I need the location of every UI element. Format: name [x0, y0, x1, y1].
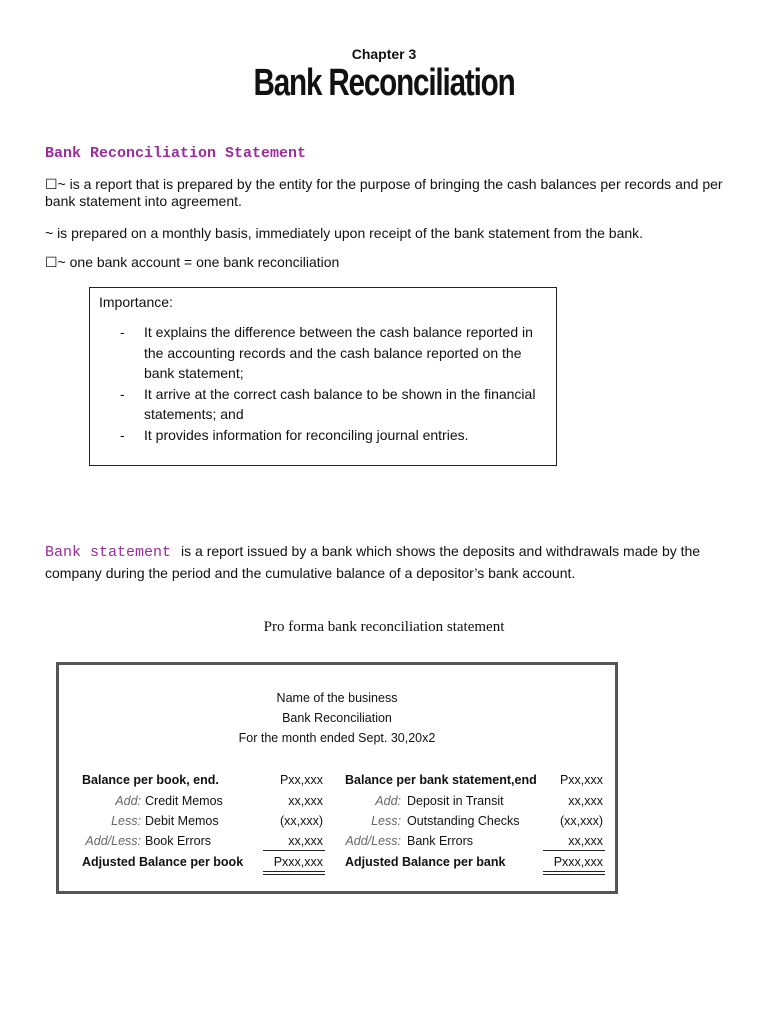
- definition-paragraph-1: ☐~ is a report that is prepared by the entity for the purpose of bringing the cash balances per records and per bank statement into agreement.: [45, 176, 723, 209]
- book-label: Adjusted Balance per book: [82, 855, 244, 869]
- importance-box: [89, 287, 557, 466]
- page-title: Bank Reconciliation: [253, 62, 515, 104]
- bank-amount: xx,xxx: [568, 794, 603, 808]
- bank-prefix: Add:: [375, 794, 401, 808]
- bank-total-rule: [543, 871, 605, 872]
- bank-label: Adjusted Balance per bank: [345, 855, 506, 869]
- book-amount: xx,xxx: [288, 834, 323, 848]
- report-period: For the month ended Sept. 30,20x2: [238, 731, 436, 745]
- bank-label: Balance per bank statement,end: [345, 773, 537, 787]
- book-label: Debit Memos: [145, 814, 219, 828]
- book-subtotal-rule: [263, 850, 325, 851]
- definition-paragraph-3: ☐~ one bank account = one bank reconciliation: [45, 254, 340, 270]
- importance-item: - It provides information for reconciling journal entries.: [120, 425, 540, 446]
- book-label: Book Errors: [145, 834, 211, 848]
- bank-prefix: Less:: [371, 814, 401, 828]
- book-prefix: Less:: [111, 814, 141, 828]
- book-total-rule: [263, 871, 325, 872]
- section-heading: Bank Reconciliation Statement: [45, 145, 307, 162]
- bank-prefix: Add/Less:: [345, 834, 401, 848]
- report-title: Bank Reconciliation: [282, 711, 392, 725]
- book-prefix: Add:: [115, 794, 141, 808]
- business-name: Name of the business: [276, 691, 398, 705]
- proforma-statement: [56, 662, 618, 894]
- bank-label: Outstanding Checks: [407, 814, 520, 828]
- book-label: Credit Memos: [145, 794, 223, 808]
- bank-amount: xx,xxx: [568, 834, 603, 848]
- bank-statement-paragraph: [45, 541, 745, 583]
- proforma-caption: Pro forma bank reconciliation statement: [263, 619, 505, 635]
- bank-label: Deposit in Transit: [407, 794, 504, 808]
- bank-amount: Pxx,xxx: [559, 773, 603, 787]
- bank-total-rule: [543, 874, 605, 875]
- importance-item: - It explains the difference between the cash balance reported in the accounting records and the cash balance reported on the bank statement;: [120, 322, 540, 384]
- bank-statement-term: Bank statement: [45, 544, 172, 561]
- book-amount: (xx,xxx): [279, 814, 323, 828]
- importance-title: Importance:: [99, 294, 173, 310]
- bank-subtotal-rule: [543, 850, 605, 851]
- book-prefix: Add/Less:: [85, 834, 141, 848]
- book-total-rule: [263, 874, 325, 875]
- book-amount: xx,xxx: [288, 794, 323, 808]
- chapter-label: Chapter 3: [351, 46, 417, 62]
- book-amount: Pxxx,xxx: [273, 855, 323, 869]
- bank-statement-definition: is a report issued by a bank which shows the deposits and withdrawals made by the company during the period and the cumulative balance of a depositor’s bank account.: [45, 543, 701, 581]
- bank-amount: (xx,xxx): [559, 814, 603, 828]
- book-amount: Pxx,xxx: [279, 773, 323, 787]
- definition-paragraph-2: ~ is prepared on a monthly basis, immediately upon receipt of the bank statement from the bank.: [45, 225, 644, 241]
- importance-item: - It arrive at the correct cash balance to be shown in the financial statements; and: [120, 384, 540, 425]
- bank-amount: Pxxx,xxx: [553, 855, 603, 869]
- bank-label: Bank Errors: [407, 834, 473, 848]
- book-label: Balance per book, end.: [82, 773, 219, 787]
- importance-list: [120, 322, 540, 445]
